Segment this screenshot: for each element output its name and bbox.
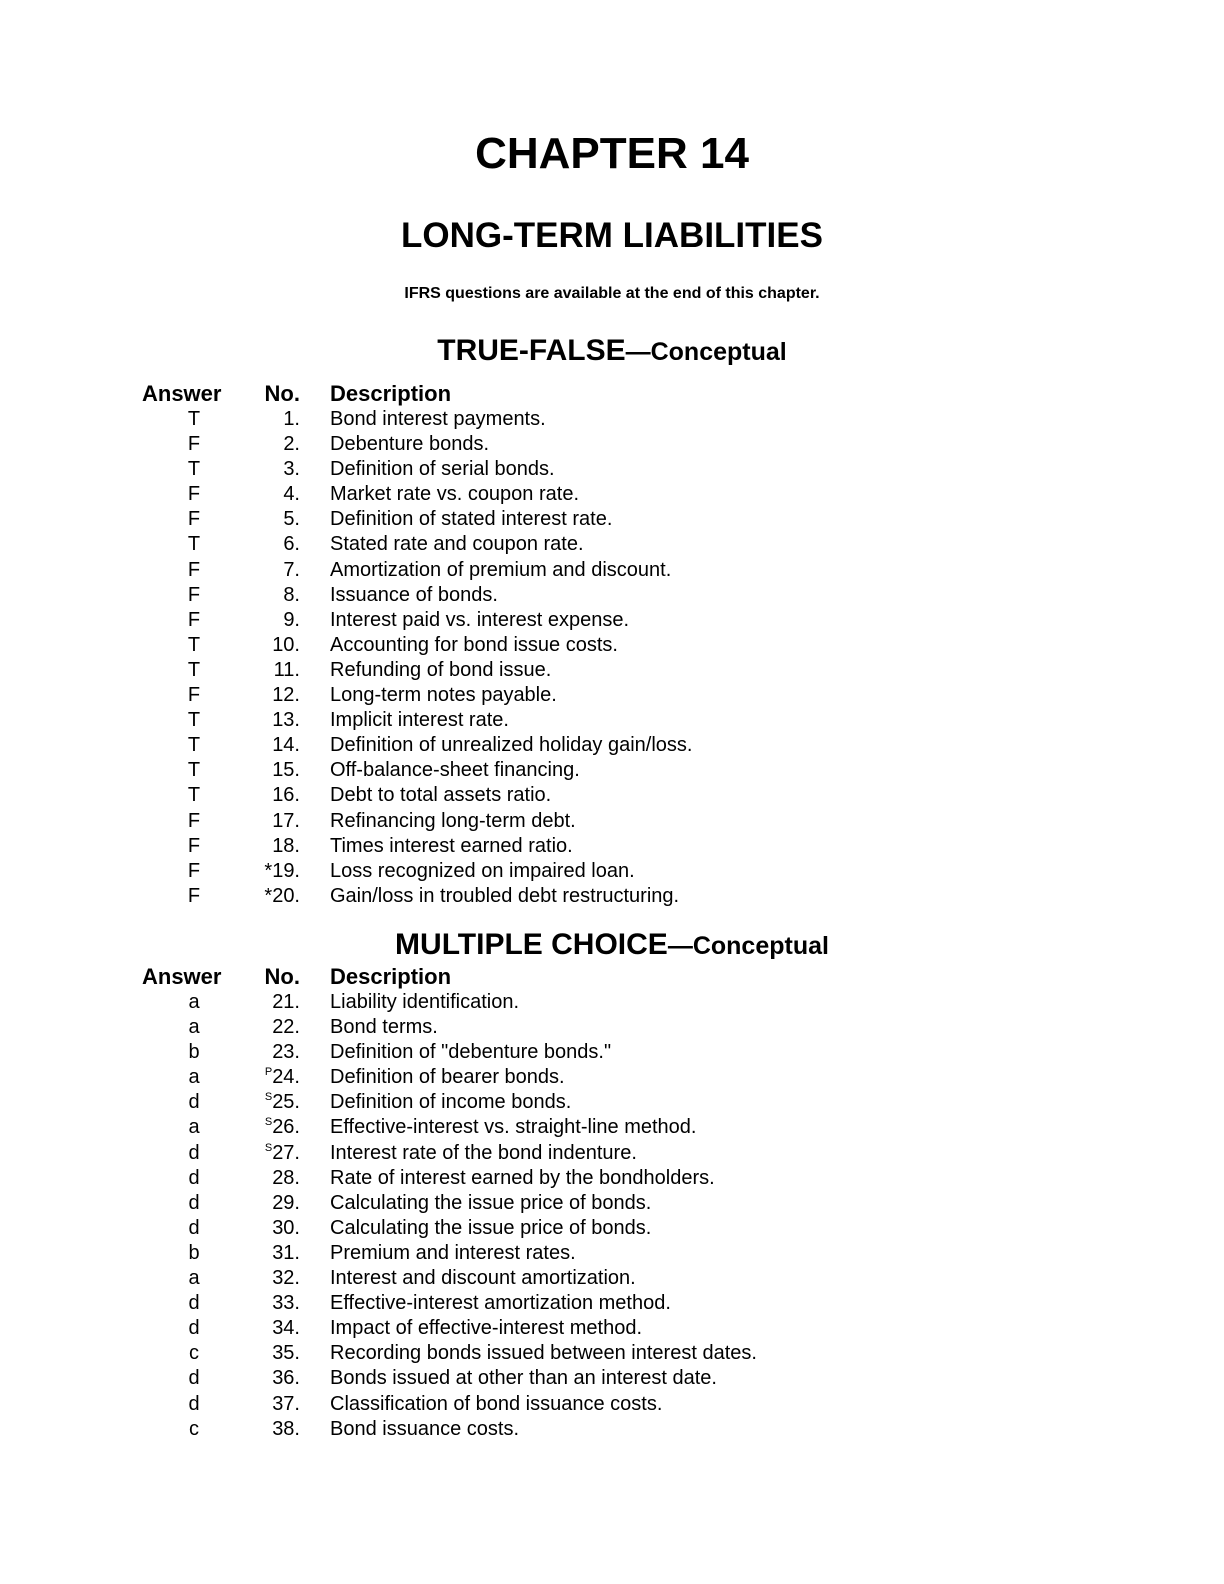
- question-number: 18.: [272, 834, 300, 857]
- question-number: 15.: [272, 759, 300, 782]
- description-cell: Definition of unrealized holiday gain/loss.: [330, 734, 693, 757]
- table-row: [0, 733, 1224, 758]
- description-cell: Stated rate and coupon rate.: [330, 533, 584, 556]
- answer-cell: d: [188, 1091, 200, 1114]
- number-cell: [283, 558, 300, 583]
- table-row: [0, 583, 1224, 608]
- question-number: 30.: [272, 1216, 300, 1239]
- description-cell: Gain/loss in troubled debt restructuring.: [330, 884, 680, 907]
- description-cell: Interest and discount amortization.: [330, 1267, 636, 1290]
- answer-cell: F: [187, 884, 201, 907]
- question-number: 36.: [272, 1367, 300, 1390]
- question-number: 3.: [283, 458, 300, 481]
- question-number: 13.: [272, 709, 300, 732]
- question-number: 1.: [283, 408, 300, 430]
- answer-cell: T: [187, 658, 201, 681]
- table-row: [0, 1266, 1224, 1291]
- description-cell: Impact of effective-interest method.: [330, 1317, 643, 1340]
- answer-cell: d: [188, 1292, 200, 1315]
- question-number: 2.: [283, 433, 300, 456]
- question-number: 21.: [272, 991, 300, 1013]
- question-number: 35.: [272, 1342, 300, 1365]
- description-cell: Debt to total assets ratio.: [330, 784, 552, 807]
- number-cell: [283, 532, 300, 557]
- question-number: 29.: [272, 1191, 300, 1214]
- table-row: [0, 1316, 1224, 1341]
- table-row: [0, 1090, 1224, 1115]
- description-cell: Definition of income bonds.: [330, 1091, 572, 1114]
- question-source-mark: S: [264, 1116, 273, 1129]
- question-number: 24.: [272, 1066, 300, 1089]
- description-cell: Classification of bond issuance costs.: [330, 1392, 663, 1415]
- answer-cell: T: [187, 709, 201, 732]
- answer-cell: F: [187, 433, 201, 456]
- table-row: [0, 1115, 1224, 1140]
- answer-cell: a: [188, 991, 200, 1013]
- question-number: 7.: [283, 558, 300, 581]
- description-cell: Implicit interest rate.: [330, 709, 509, 732]
- table-row: [0, 1241, 1224, 1266]
- table-row: [0, 758, 1224, 783]
- description-column-header: Description: [330, 964, 452, 989]
- question-source-mark: S: [264, 1091, 273, 1104]
- description-cell: Effective-interest vs. straight-line method.: [330, 1116, 697, 1139]
- table-row: [0, 783, 1224, 808]
- question-number: 14.: [272, 734, 300, 757]
- number-cell: [272, 809, 300, 834]
- number-cell: [283, 432, 300, 457]
- answer-cell: F: [187, 834, 201, 857]
- description-cell: Amortization of premium and discount.: [330, 558, 672, 581]
- number-cell: [265, 1090, 300, 1115]
- number-cell: [283, 583, 300, 608]
- description-cell: Accounting for bond issue costs.: [330, 633, 618, 656]
- answer-cell: a: [188, 1016, 200, 1039]
- question-number: 8.: [283, 583, 300, 606]
- answer-cell: a: [188, 1066, 200, 1089]
- table-row: [0, 1366, 1224, 1391]
- table-row: [0, 1191, 1224, 1216]
- table-row: [0, 708, 1224, 733]
- description-cell: Interest paid vs. interest expense.: [330, 608, 630, 631]
- question-number: 17.: [272, 809, 300, 832]
- table-row: [0, 1040, 1224, 1065]
- table-row: [0, 633, 1224, 658]
- description-cell: Refunding of bond issue.: [330, 658, 552, 681]
- number-cell: [272, 1366, 300, 1391]
- description-cell: Market rate vs. coupon rate.: [330, 483, 580, 506]
- answer-cell: d: [188, 1191, 200, 1214]
- number-cell: [272, 683, 300, 708]
- multiple-choice-section-title: [0, 927, 1224, 964]
- answer-cell: a: [188, 1116, 200, 1139]
- table-row: [0, 558, 1224, 583]
- answer-cell: F: [187, 684, 201, 707]
- answer-cell: b: [188, 1041, 200, 1064]
- number-cell: [272, 708, 300, 733]
- table-row: [0, 532, 1224, 557]
- number-cell: [272, 1015, 300, 1040]
- question-number: 33.: [272, 1292, 300, 1315]
- number-cell: [264, 859, 300, 884]
- answer-cell: d: [188, 1317, 200, 1340]
- number-cell: [272, 1241, 300, 1266]
- answer-cell: F: [187, 859, 201, 882]
- question-number: 23.: [272, 1041, 300, 1064]
- answer-cell: F: [187, 583, 201, 606]
- answer-cell: d: [188, 1166, 200, 1189]
- table-row: [0, 457, 1224, 482]
- table-row: [0, 507, 1224, 532]
- question-number: *19.: [264, 859, 300, 882]
- number-cell: [274, 658, 300, 683]
- answer-cell: T: [187, 759, 201, 782]
- chapter-title: CHAPTER 14: [475, 129, 749, 178]
- question-number: 12.: [272, 684, 300, 707]
- number-cell: [283, 608, 300, 633]
- description-cell: Issuance of bonds.: [330, 583, 498, 606]
- question-number: *20.: [264, 884, 300, 907]
- description-cell: Bond terms.: [330, 1016, 438, 1039]
- table-row: [0, 990, 1224, 1015]
- number-column-header: No.: [264, 964, 300, 989]
- description-cell: Interest rate of the bond indenture.: [330, 1141, 637, 1164]
- number-cell: [272, 633, 300, 658]
- table-row: [0, 1015, 1224, 1040]
- question-number: 31.: [272, 1241, 300, 1264]
- table-row: [0, 884, 1224, 909]
- number-cell: [272, 1316, 300, 1341]
- number-cell: [283, 457, 300, 482]
- table-row: [0, 432, 1224, 457]
- answer-cell: T: [187, 533, 201, 556]
- description-cell: Bond issuance costs.: [330, 1417, 519, 1440]
- table-row: [0, 1417, 1224, 1442]
- number-cell: [272, 1166, 300, 1191]
- number-cell: [272, 758, 300, 783]
- question-number: 26.: [272, 1116, 300, 1139]
- multiple-choice-title-main: MULTIPLE CHOICE: [395, 928, 668, 961]
- answer-cell: T: [187, 408, 201, 430]
- table-header: [0, 380, 1224, 407]
- answer-cell: F: [187, 483, 201, 506]
- number-column-header: No.: [264, 381, 300, 406]
- table-row: [0, 482, 1224, 507]
- multiple-choice-table: [0, 963, 1224, 1442]
- answer-cell: c: [189, 1342, 199, 1365]
- question-number: 25.: [272, 1091, 300, 1114]
- number-cell: [272, 1392, 300, 1417]
- description-column-header: Description: [330, 381, 452, 406]
- table-row: [0, 407, 1224, 432]
- true-false-rows: [0, 407, 1224, 909]
- number-cell: [283, 482, 300, 507]
- question-number: 37.: [272, 1392, 300, 1415]
- answer-cell: d: [188, 1216, 200, 1239]
- description-cell: Debenture bonds.: [330, 433, 490, 456]
- multiple-choice-rows: [0, 990, 1224, 1442]
- description-cell: Bonds issued at other than an interest date.: [330, 1367, 717, 1390]
- table-header: [0, 963, 1224, 990]
- table-row: [0, 1341, 1224, 1366]
- description-cell: Premium and interest rates.: [330, 1241, 576, 1264]
- description-cell: Calculating the issue price of bonds.: [330, 1216, 652, 1239]
- question-number: 5.: [283, 508, 300, 531]
- description-cell: Long-term notes payable.: [330, 684, 557, 707]
- question-number: 22.: [272, 1016, 300, 1039]
- description-cell: Rate of interest earned by the bondholders.: [330, 1166, 715, 1189]
- answer-cell: d: [188, 1392, 200, 1415]
- chapter-subtitle: LONG-TERM LIABILITIES: [401, 216, 823, 255]
- question-number: 6.: [283, 533, 300, 556]
- description-cell: Definition of stated interest rate.: [330, 508, 613, 531]
- question-number: 38.: [272, 1417, 300, 1440]
- number-cell: [272, 1341, 300, 1366]
- question-number: 11.: [273, 658, 300, 681]
- question-number: 9.: [283, 608, 300, 631]
- answer-cell: T: [187, 458, 201, 481]
- table-row: [0, 809, 1224, 834]
- description-cell: Liability identification.: [330, 991, 519, 1013]
- table-row: [0, 608, 1224, 633]
- number-cell: [272, 1191, 300, 1216]
- number-cell: [264, 884, 300, 909]
- number-cell: [283, 507, 300, 532]
- table-row: [0, 1291, 1224, 1316]
- description-cell: Calculating the issue price of bonds.: [330, 1191, 652, 1214]
- answer-cell: T: [187, 784, 201, 807]
- table-row: [0, 1141, 1224, 1166]
- number-cell: [272, 1266, 300, 1291]
- answer-cell: b: [188, 1241, 200, 1264]
- answer-cell: T: [187, 734, 201, 757]
- description-cell: Definition of "debenture bonds.": [330, 1041, 612, 1064]
- answer-cell: d: [188, 1367, 200, 1390]
- description-cell: Off-balance-sheet financing.: [330, 759, 580, 782]
- number-cell: [265, 1141, 300, 1166]
- true-false-title-sub: —Conceptual: [625, 338, 787, 366]
- description-cell: Definition of serial bonds.: [330, 458, 555, 481]
- answer-cell: F: [187, 809, 201, 832]
- table-row: [0, 658, 1224, 683]
- number-cell: [272, 1417, 300, 1442]
- description-cell: Loss recognized on impaired loan.: [330, 859, 635, 882]
- answer-column-header: Answer: [142, 964, 222, 989]
- question-source-mark: P: [264, 1066, 273, 1079]
- description-cell: Refinancing long-term debt.: [330, 809, 576, 832]
- number-cell: [272, 1216, 300, 1241]
- question-number: 16.: [272, 784, 300, 807]
- true-false-table: [0, 380, 1224, 909]
- description-cell: Effective-interest amortization method.: [330, 1292, 671, 1315]
- table-row: [0, 1216, 1224, 1241]
- description-cell: Bond interest payments.: [330, 408, 546, 430]
- answer-cell: F: [187, 608, 201, 631]
- table-row: [0, 683, 1224, 708]
- table-row: [0, 834, 1224, 859]
- answer-column-header: Answer: [142, 381, 222, 406]
- number-cell: [272, 1040, 300, 1065]
- number-cell: [272, 783, 300, 808]
- multiple-choice-title-sub: —Conceptual: [667, 932, 829, 960]
- question-number: 4.: [283, 483, 300, 506]
- question-source-mark: S: [264, 1141, 273, 1154]
- description-cell: Recording bonds issued between interest dates.: [330, 1342, 757, 1365]
- ifrs-note: IFRS questions are available at the end of this chapter.: [404, 285, 820, 302]
- description-cell: Times interest earned ratio.: [330, 834, 573, 857]
- question-number: 32.: [272, 1267, 300, 1290]
- true-false-title-main: TRUE-FALSE: [437, 334, 626, 367]
- question-number: 10.: [272, 633, 300, 656]
- number-cell: [265, 1115, 300, 1140]
- description-cell: Definition of bearer bonds.: [330, 1066, 565, 1089]
- answer-cell: F: [187, 508, 201, 531]
- table-row: [0, 1065, 1224, 1090]
- number-cell: [272, 1291, 300, 1316]
- number-cell: [272, 834, 300, 859]
- number-cell: [265, 1065, 300, 1090]
- number-cell: [272, 733, 300, 758]
- table-row: [0, 1392, 1224, 1417]
- question-number: 34.: [272, 1317, 300, 1340]
- table-row: [0, 859, 1224, 884]
- question-number: 28.: [272, 1166, 300, 1189]
- number-cell: [283, 407, 300, 432]
- answer-cell: a: [188, 1267, 200, 1290]
- answer-cell: d: [188, 1141, 200, 1164]
- number-cell: [272, 990, 300, 1015]
- answer-cell: F: [187, 558, 201, 581]
- true-false-section-title: [0, 333, 1224, 370]
- answer-cell: T: [187, 633, 201, 656]
- answer-cell: c: [189, 1417, 199, 1440]
- question-number: 27.: [272, 1141, 300, 1164]
- table-row: [0, 1166, 1224, 1191]
